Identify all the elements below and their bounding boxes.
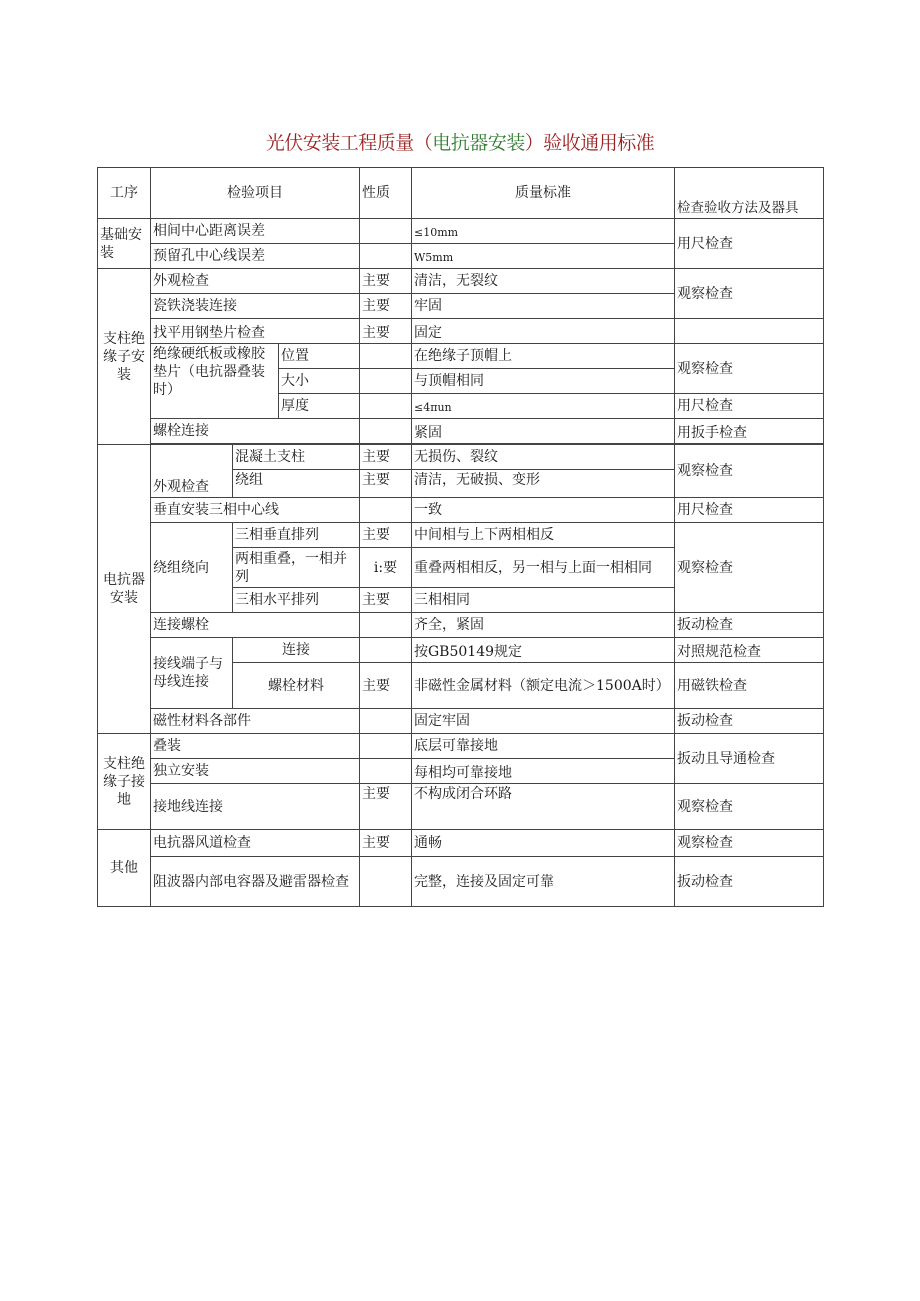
standard-cell: 每相均可靠接地: [412, 759, 675, 784]
method-cell: 用尺检查: [675, 219, 824, 269]
table-row: [98, 784, 824, 830]
method-cell: 扳动检查: [675, 709, 824, 734]
nature-cell: [360, 498, 412, 523]
process-base: 基础安装: [98, 219, 151, 269]
table-row: [98, 498, 824, 523]
method-cell: 用尺检查: [675, 394, 824, 419]
nature-cell: [360, 394, 412, 419]
method-cell: [675, 319, 824, 344]
nature-cell: [360, 244, 412, 269]
method-cell: 扳动检查: [675, 613, 824, 638]
sub-item-cell: 连接: [233, 638, 360, 663]
standard-cell: 紧固: [412, 419, 675, 444]
nature-cell: 主要: [360, 319, 412, 344]
header-standard: 质量标准: [412, 168, 675, 219]
standard-cell: 三相相同: [412, 588, 675, 613]
table-row: [98, 445, 824, 470]
standard-cell: 固定牢固: [412, 709, 675, 734]
item-cell: 磁性材料各部件: [151, 709, 360, 734]
standard-cell: W5mm: [412, 244, 675, 269]
standard-cell: 在绝缘子顶帽上: [412, 344, 675, 369]
method-cell: 观察检查: [675, 830, 824, 857]
item-cell: 连接螺栓: [151, 613, 360, 638]
process-post: 支柱绝缘子安装: [98, 269, 151, 445]
nature-cell: 主要: [360, 470, 412, 498]
standard-cell: 牢固: [412, 294, 675, 319]
sub-item-cell: 绕组: [233, 470, 360, 498]
standard-cell: 一致: [412, 498, 675, 523]
table-row: [98, 419, 824, 444]
method-cell: 观察检查: [675, 269, 824, 319]
item-cell: 阻波器内部电容器及避雷器检查: [151, 857, 360, 907]
header-method: 检查验收方法及器具: [675, 168, 824, 219]
table-row: [98, 523, 824, 548]
nature-cell: [360, 613, 412, 638]
standard-cell: 完整，连接及固定可靠: [412, 857, 675, 907]
nature-cell: 主要: [360, 269, 412, 294]
method-cell: 用扳手检查: [675, 419, 824, 444]
standard-cell: 底层可靠接地: [412, 734, 675, 759]
item-cell: 瓷铁浇装连接: [151, 294, 360, 319]
method-cell: 观察检查: [675, 445, 824, 498]
standard-cell: 齐全，紧固: [412, 613, 675, 638]
nature-cell: 主要: [360, 784, 412, 830]
acceptance-standard-table: [97, 167, 824, 907]
standard-cell: 不构成闭合环路: [412, 784, 675, 830]
standard-cell: 按GB50149规定: [412, 638, 675, 663]
table-header-row: [98, 168, 824, 219]
header-item: 检验项目: [151, 168, 360, 219]
header-process: 工序: [98, 168, 151, 219]
item-cell: 外观检查: [151, 269, 360, 294]
nature-cell: 主要: [360, 294, 412, 319]
table-row: [98, 613, 824, 638]
standard-cell: ≤10mm: [412, 219, 675, 244]
table-row: [98, 709, 824, 734]
table-row: [98, 734, 824, 759]
process-ground: 支柱绝缘子接地: [98, 734, 151, 830]
nature-cell: 主要: [360, 830, 412, 857]
method-cell: 观察检查: [675, 784, 824, 830]
table-row: [98, 219, 824, 244]
table-row: [98, 319, 824, 344]
nature-cell: [360, 219, 412, 244]
item-cell: 绕组绕向: [151, 523, 233, 613]
nature-cell: [360, 638, 412, 663]
standard-cell: 清洁，无破损、变形: [412, 470, 675, 498]
standard-cell: 中间相与上下两相相反: [412, 523, 675, 548]
item-cell: 垂直安装三相中心线: [151, 498, 360, 523]
sub-item-cell: 两相重叠，一相并列: [233, 548, 360, 588]
item-cell: 接地线连接: [151, 784, 360, 830]
standard-cell: 重叠两相相反，另一相与上面一相相同: [412, 548, 675, 588]
nature-cell: [360, 709, 412, 734]
table-row: [98, 269, 824, 294]
header-nature: 性质: [360, 168, 412, 219]
method-cell: 扳动且导通检查: [675, 734, 824, 784]
nature-cell: 主要: [360, 523, 412, 548]
process-reactor: 电抗器安装: [98, 445, 151, 734]
method-cell: 观察检查: [675, 523, 824, 613]
standard-cell: 与顶帽相同: [412, 369, 675, 394]
item-cell: 绝缘硬纸板或橡胶垫片（电抗器叠装时）: [151, 344, 279, 419]
standard-cell: ≤4πun: [412, 394, 675, 419]
nature-cell: [360, 344, 412, 369]
item-cell: 外观检查: [151, 445, 233, 498]
title-part-3: ）验收通用标准: [524, 132, 655, 154]
sub-item-cell: 厚度: [279, 394, 360, 419]
method-cell: 用磁铁检查: [675, 663, 824, 709]
method-cell: 观察检查: [675, 344, 824, 394]
method-cell: 对照规范检查: [675, 638, 824, 663]
item-cell: 预留孔中心线误差: [151, 244, 360, 269]
nature-cell: [360, 734, 412, 759]
sub-item-cell: 螺栓材料: [233, 663, 360, 709]
table-row: [98, 857, 824, 907]
standard-cell: 通畅: [412, 830, 675, 857]
nature-cell: 主要: [360, 588, 412, 613]
item-cell: 螺栓连接: [151, 419, 360, 444]
item-cell: 相间中心距离误差: [151, 219, 360, 244]
nature-cell: [360, 759, 412, 784]
item-cell: 叠装: [151, 734, 360, 759]
method-cell: 扳动检查: [675, 857, 824, 907]
nature-cell: [360, 419, 412, 444]
sub-item-cell: 大小: [279, 369, 360, 394]
nature-cell: [360, 857, 412, 907]
document-title: [0, 128, 920, 155]
method-cell: 用尺检查: [675, 498, 824, 523]
standard-cell: 非磁性金属材料（额定电流＞1500A时）: [412, 663, 675, 709]
standard-cell: 清洁，无裂纹: [412, 269, 675, 294]
item-cell: 独立安装: [151, 759, 360, 784]
sub-item-cell: 三相水平排列: [233, 588, 360, 613]
nature-cell: [360, 369, 412, 394]
title-part-1: 光伏安装工程质量（: [265, 132, 433, 154]
sub-item-cell: 混凝土支柱: [233, 445, 360, 470]
item-cell: 找平用钢垫片检查: [151, 319, 360, 344]
nature-cell: i:要: [360, 548, 412, 588]
nature-cell: 主要: [360, 445, 412, 470]
item-cell: 电抗器风道检查: [151, 830, 360, 857]
nature-cell: 主要: [360, 663, 412, 709]
sub-item-cell: 三相垂直排列: [233, 523, 360, 548]
standard-cell: 固定: [412, 319, 675, 344]
process-other: 其他: [98, 830, 151, 907]
standard-cell: 无损伤、裂纹: [412, 445, 675, 470]
table-row: [98, 830, 824, 857]
table-row: [98, 344, 824, 369]
item-cell: 接线端子与母线连接: [151, 638, 233, 709]
table-row: [98, 638, 824, 663]
sub-item-cell: 位置: [279, 344, 360, 369]
title-part-2: 电抗器安装: [432, 132, 525, 154]
